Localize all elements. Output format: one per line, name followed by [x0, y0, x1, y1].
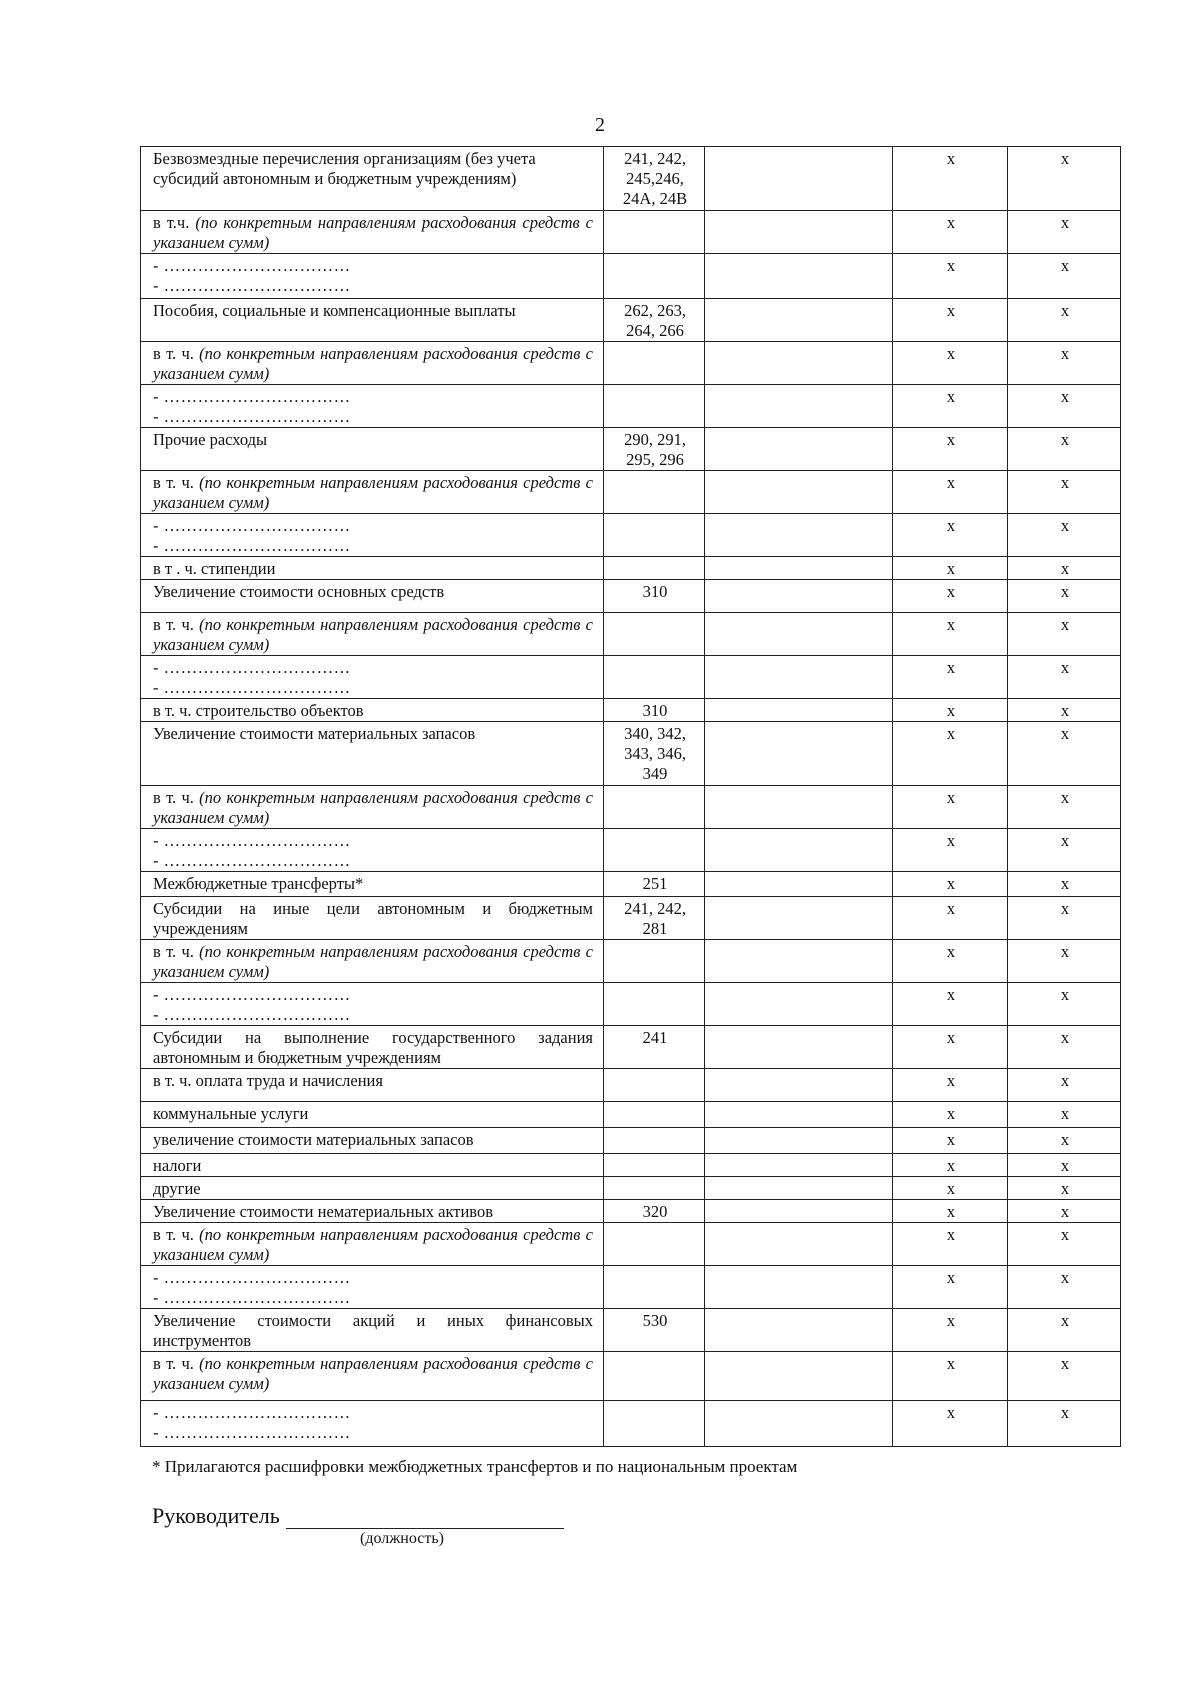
row-description-cell — [141, 1223, 604, 1266]
table-row — [141, 580, 1121, 613]
sub-item-label: коммунальные услуги — [153, 1104, 309, 1123]
including-prefix: в т. ч. — [153, 344, 194, 363]
including-description: (по конкретным направлениям расходования средств с указанием сумм) — [153, 1354, 593, 1393]
row-description-cell — [141, 722, 604, 786]
kosgu-code-cell — [604, 1069, 705, 1102]
row-description-cell — [141, 786, 604, 829]
row-description-cell — [141, 829, 604, 872]
dots-placeholder: - …………………………… — [153, 1423, 351, 1442]
not-applicable-mark: х — [1008, 428, 1121, 471]
row-description-cell — [141, 1401, 604, 1447]
amount-cell — [705, 897, 893, 940]
not-applicable-mark: х — [893, 1200, 1008, 1223]
not-applicable-mark: х — [1008, 940, 1121, 983]
not-applicable-mark: х — [1008, 699, 1121, 722]
amount-cell — [705, 786, 893, 829]
expense-item-label: Субсидии на иные цели автономным и бюджетным учреждениям — [153, 899, 593, 938]
amount-cell — [705, 872, 893, 897]
not-applicable-mark: х — [1008, 299, 1121, 342]
row-description-cell — [141, 1128, 604, 1154]
sub-item-label: увеличение стоимости материальных запасов — [153, 1130, 474, 1149]
not-applicable-mark: х — [1008, 897, 1121, 940]
kosgu-code-cell — [604, 342, 705, 385]
table-row — [141, 613, 1121, 656]
kosgu-code-cell: 310 — [604, 699, 705, 722]
table-row — [141, 385, 1121, 428]
table-row — [141, 254, 1121, 299]
table-row — [141, 557, 1121, 580]
row-description-cell — [141, 983, 604, 1026]
not-applicable-mark: х — [893, 829, 1008, 872]
including-note — [153, 788, 593, 828]
table-row — [141, 1352, 1121, 1401]
including-prefix: в т. ч. — [153, 788, 194, 807]
not-applicable-mark: х — [1008, 1223, 1121, 1266]
dots-placeholder: - …………………………… — [153, 387, 351, 406]
not-applicable-mark: х — [893, 1352, 1008, 1401]
table-row — [141, 897, 1121, 940]
kosgu-code-cell — [604, 1128, 705, 1154]
kosgu-code-cell — [604, 471, 705, 514]
kosgu-code-cell — [604, 983, 705, 1026]
row-description-cell — [141, 1154, 604, 1177]
expenses-table-body — [141, 147, 1121, 1447]
signature-block — [152, 1503, 564, 1529]
not-applicable-mark: х — [893, 254, 1008, 299]
not-applicable-mark: х — [1008, 1069, 1121, 1102]
amount-cell — [705, 1154, 893, 1177]
table-row — [141, 514, 1121, 557]
not-applicable-mark: х — [1008, 342, 1121, 385]
including-description: (по конкретным направлениям расходования средств с указанием сумм) — [153, 1225, 593, 1264]
including-description: (по конкретным направлениям расходования средств с указанием сумм) — [153, 942, 593, 981]
not-applicable-mark: х — [893, 147, 1008, 211]
expense-item-label: Увеличение стоимости материальных запасов — [153, 724, 476, 743]
table-row — [141, 829, 1121, 872]
including-description: (по конкретным направлениям расходования средств с указанием сумм) — [153, 615, 593, 654]
row-description-cell — [141, 1352, 604, 1401]
not-applicable-mark: х — [1008, 829, 1121, 872]
row-description-cell — [141, 254, 604, 299]
including-note — [153, 942, 593, 982]
row-description-cell — [141, 940, 604, 983]
kosgu-code-cell: 241 — [604, 1026, 705, 1069]
including-description: (по конкретным направлениям расходования средств с указанием сумм) — [153, 344, 593, 383]
amount-cell — [705, 613, 893, 656]
including-note — [153, 213, 593, 253]
sub-item-label: другие — [153, 1179, 201, 1198]
row-description-cell — [141, 613, 604, 656]
amount-cell — [705, 557, 893, 580]
row-description-cell — [141, 1102, 604, 1128]
kosgu-code-cell: 290, 291, 295, 296 — [604, 428, 705, 471]
not-applicable-mark: х — [1008, 1266, 1121, 1309]
dots-placeholder: - …………………………… — [153, 536, 351, 555]
amount-cell — [705, 1177, 893, 1200]
row-description-cell — [141, 557, 604, 580]
not-applicable-mark: х — [1008, 722, 1121, 786]
expense-item-label: Межбюджетные трансферты* — [153, 874, 364, 893]
expense-item-label: Безвозмездные перечисления организациям (без учета субсидий автономным и бюджетным учреждениям) — [153, 149, 536, 188]
amount-cell — [705, 1309, 893, 1352]
not-applicable-mark: х — [893, 1128, 1008, 1154]
expense-item-label: Увеличение стоимости акций и иных финансовых инструментов — [153, 1311, 593, 1350]
not-applicable-mark: х — [893, 699, 1008, 722]
amount-cell — [705, 147, 893, 211]
kosgu-code-cell — [604, 1352, 705, 1401]
dots-placeholder: - …………………………… — [153, 831, 351, 850]
not-applicable-mark: х — [893, 1401, 1008, 1447]
dots-placeholder: - …………………………… — [153, 1288, 351, 1307]
including-prefix: в т.ч. — [153, 213, 190, 232]
table-row — [141, 1069, 1121, 1102]
not-applicable-mark: х — [893, 897, 1008, 940]
row-description-cell — [141, 1200, 604, 1223]
not-applicable-mark: х — [1008, 1154, 1121, 1177]
including-prefix: в т. ч. — [153, 942, 194, 961]
kosgu-code-cell — [604, 514, 705, 557]
dots-placeholder: - …………………………… — [153, 1403, 351, 1422]
expense-item-label: Субсидии на выполнение государственного задания автономным и бюджетным учреждениям — [153, 1028, 593, 1067]
kosgu-code-cell — [604, 1154, 705, 1177]
not-applicable-mark: х — [893, 428, 1008, 471]
table-row — [141, 699, 1121, 722]
dots-placeholder: - …………………………… — [153, 516, 351, 535]
table-row — [141, 1102, 1121, 1128]
dots-placeholder: - …………………………… — [153, 678, 351, 697]
kosgu-code-cell — [604, 613, 705, 656]
kosgu-code-cell — [604, 211, 705, 254]
not-applicable-mark: х — [1008, 580, 1121, 613]
kosgu-code-cell — [604, 557, 705, 580]
table-row — [141, 1177, 1121, 1200]
page-number: 2 — [595, 114, 605, 136]
row-description-cell — [141, 1309, 604, 1352]
not-applicable-mark: х — [1008, 1026, 1121, 1069]
sub-item-label: налоги — [153, 1156, 202, 1175]
including-note — [153, 1354, 593, 1394]
not-applicable-mark: х — [893, 1266, 1008, 1309]
row-description-cell — [141, 1026, 604, 1069]
signature-label: Руководитель — [152, 1503, 280, 1528]
not-applicable-mark: х — [1008, 557, 1121, 580]
not-applicable-mark: х — [1008, 1177, 1121, 1200]
sub-item-label: в т. ч. строительство объектов — [153, 701, 364, 720]
including-note — [153, 344, 593, 384]
not-applicable-mark: х — [1008, 147, 1121, 211]
not-applicable-mark: х — [1008, 1352, 1121, 1401]
kosgu-code-cell — [604, 1102, 705, 1128]
amount-cell — [705, 1026, 893, 1069]
kosgu-code-cell: 320 — [604, 1200, 705, 1223]
expense-item-label: Пособия, социальные и компенсационные выплаты — [153, 301, 516, 320]
kosgu-code-cell — [604, 786, 705, 829]
not-applicable-mark: х — [893, 872, 1008, 897]
table-row — [141, 428, 1121, 471]
kosgu-code-cell — [604, 656, 705, 699]
table-row — [141, 983, 1121, 1026]
amount-cell — [705, 1352, 893, 1401]
table-row — [141, 211, 1121, 254]
table-row — [141, 1266, 1121, 1309]
row-description-cell — [141, 299, 604, 342]
amount-cell — [705, 1401, 893, 1447]
table-row — [141, 1154, 1121, 1177]
not-applicable-mark: х — [893, 514, 1008, 557]
including-prefix: в т. ч. — [153, 1354, 194, 1373]
row-description-cell — [141, 580, 604, 613]
not-applicable-mark: х — [1008, 1200, 1121, 1223]
not-applicable-mark: х — [1008, 471, 1121, 514]
not-applicable-mark: х — [1008, 1128, 1121, 1154]
row-description-cell — [141, 1266, 604, 1309]
not-applicable-mark: х — [893, 299, 1008, 342]
sub-item-label: в т . ч. стипендии — [153, 559, 276, 578]
row-description-cell — [141, 1177, 604, 1200]
not-applicable-mark: х — [893, 385, 1008, 428]
kosgu-code-cell: 241, 242, 245,246, 24А, 24В — [604, 147, 705, 211]
kosgu-code-cell — [604, 1401, 705, 1447]
kosgu-code-cell: 530 — [604, 1309, 705, 1352]
not-applicable-mark: х — [893, 613, 1008, 656]
amount-cell — [705, 254, 893, 299]
not-applicable-mark: х — [1008, 983, 1121, 1026]
including-prefix: в т. ч. — [153, 1225, 194, 1244]
amount-cell — [705, 1102, 893, 1128]
kosgu-code-cell: 340, 342, 343, 346, 349 — [604, 722, 705, 786]
including-description: (по конкретным направлениям расходования средств с указанием сумм) — [153, 473, 593, 512]
dots-placeholder: - …………………………… — [153, 658, 351, 677]
kosgu-code-cell: 262, 263, 264, 266 — [604, 299, 705, 342]
including-note — [153, 615, 593, 655]
not-applicable-mark: х — [893, 722, 1008, 786]
amount-cell — [705, 1128, 893, 1154]
not-applicable-mark: х — [1008, 1102, 1121, 1128]
row-description-cell — [141, 211, 604, 254]
not-applicable-mark: х — [893, 1223, 1008, 1266]
signature-position-hint: (должность) — [360, 1530, 444, 1547]
table-row — [141, 1200, 1121, 1223]
not-applicable-mark: х — [1008, 1401, 1121, 1447]
amount-cell — [705, 1069, 893, 1102]
not-applicable-mark: х — [893, 656, 1008, 699]
not-applicable-mark: х — [893, 1309, 1008, 1352]
row-description-cell — [141, 897, 604, 940]
not-applicable-mark: х — [893, 580, 1008, 613]
row-description-cell — [141, 385, 604, 428]
amount-cell — [705, 940, 893, 983]
including-description: (по конкретным направлениям расходования средств с указанием сумм) — [153, 788, 593, 827]
kosgu-code-cell — [604, 1223, 705, 1266]
including-prefix: в т. ч. — [153, 473, 194, 492]
kosgu-code-cell — [604, 940, 705, 983]
amount-cell — [705, 385, 893, 428]
row-description-cell — [141, 872, 604, 897]
kosgu-code-cell — [604, 385, 705, 428]
row-description-cell — [141, 514, 604, 557]
amount-cell — [705, 428, 893, 471]
amount-cell — [705, 299, 893, 342]
kosgu-code-cell: 251 — [604, 872, 705, 897]
table-row — [141, 471, 1121, 514]
kosgu-code-cell: 241, 242, 281 — [604, 897, 705, 940]
dots-placeholder: - …………………………… — [153, 985, 351, 1004]
dots-placeholder: - …………………………… — [153, 256, 351, 275]
dots-placeholder: - …………………………… — [153, 851, 351, 870]
table-row — [141, 1026, 1121, 1069]
amount-cell — [705, 1266, 893, 1309]
dots-placeholder: - …………………………… — [153, 407, 351, 426]
row-description-cell — [141, 699, 604, 722]
table-row — [141, 1223, 1121, 1266]
kosgu-code-cell — [604, 1177, 705, 1200]
table-row — [141, 147, 1121, 211]
amount-cell — [705, 722, 893, 786]
dots-placeholder: - …………………………… — [153, 1268, 351, 1287]
table-row — [141, 656, 1121, 699]
table-row — [141, 786, 1121, 829]
sub-item-label: в т. ч. оплата труда и начисления — [153, 1071, 383, 1090]
row-description-cell — [141, 471, 604, 514]
table-row — [141, 299, 1121, 342]
row-description-cell — [141, 428, 604, 471]
row-description-cell — [141, 147, 604, 211]
not-applicable-mark: х — [893, 983, 1008, 1026]
table-row — [141, 940, 1121, 983]
not-applicable-mark: х — [893, 557, 1008, 580]
amount-cell — [705, 656, 893, 699]
footnote: * Прилагаются расшифровки межбюджетных трансфертов и по национальным проектам — [152, 1457, 798, 1476]
including-note — [153, 1225, 593, 1265]
kosgu-code-cell — [604, 1266, 705, 1309]
amount-cell — [705, 829, 893, 872]
amount-cell — [705, 699, 893, 722]
including-description: (по конкретным направлениям расходования средств с указанием сумм) — [153, 213, 594, 252]
amount-cell — [705, 1223, 893, 1266]
not-applicable-mark: х — [1008, 254, 1121, 299]
amount-cell — [705, 342, 893, 385]
table-row — [141, 1309, 1121, 1352]
kosgu-code-cell — [604, 829, 705, 872]
amount-cell — [705, 580, 893, 613]
table-row — [141, 342, 1121, 385]
including-prefix: в т. ч. — [153, 615, 194, 634]
table-row — [141, 1401, 1121, 1447]
not-applicable-mark: х — [893, 1177, 1008, 1200]
not-applicable-mark: х — [893, 342, 1008, 385]
not-applicable-mark: х — [1008, 211, 1121, 254]
table-row — [141, 872, 1121, 897]
kosgu-code-cell — [604, 254, 705, 299]
not-applicable-mark: х — [893, 786, 1008, 829]
including-note — [153, 473, 593, 513]
not-applicable-mark: х — [1008, 613, 1121, 656]
dots-placeholder: - …………………………… — [153, 1005, 351, 1024]
kosgu-code-cell: 310 — [604, 580, 705, 613]
amount-cell — [705, 211, 893, 254]
expense-item-label: Прочие расходы — [153, 430, 268, 449]
not-applicable-mark: х — [893, 471, 1008, 514]
not-applicable-mark: х — [1008, 656, 1121, 699]
not-applicable-mark: х — [893, 1069, 1008, 1102]
expenses-table — [140, 146, 1121, 1447]
not-applicable-mark: х — [1008, 385, 1121, 428]
row-description-cell — [141, 342, 604, 385]
expense-item-label: Увеличение стоимости нематериальных активов — [153, 1202, 494, 1221]
not-applicable-mark: х — [1008, 514, 1121, 557]
expense-item-label: Увеличение стоимости основных средств — [153, 582, 445, 601]
table-row — [141, 1128, 1121, 1154]
amount-cell — [705, 983, 893, 1026]
row-description-cell — [141, 656, 604, 699]
not-applicable-mark: х — [893, 940, 1008, 983]
amount-cell — [705, 471, 893, 514]
not-applicable-mark: х — [1008, 1309, 1121, 1352]
table-row — [141, 722, 1121, 786]
row-description-cell — [141, 1069, 604, 1102]
signature-line — [286, 1506, 564, 1529]
not-applicable-mark: х — [893, 1102, 1008, 1128]
dots-placeholder: - …………………………… — [153, 276, 351, 295]
amount-cell — [705, 514, 893, 557]
not-applicable-mark: х — [893, 211, 1008, 254]
not-applicable-mark: х — [1008, 872, 1121, 897]
not-applicable-mark: х — [893, 1154, 1008, 1177]
not-applicable-mark: х — [893, 1026, 1008, 1069]
not-applicable-mark: х — [1008, 786, 1121, 829]
amount-cell — [705, 1200, 893, 1223]
